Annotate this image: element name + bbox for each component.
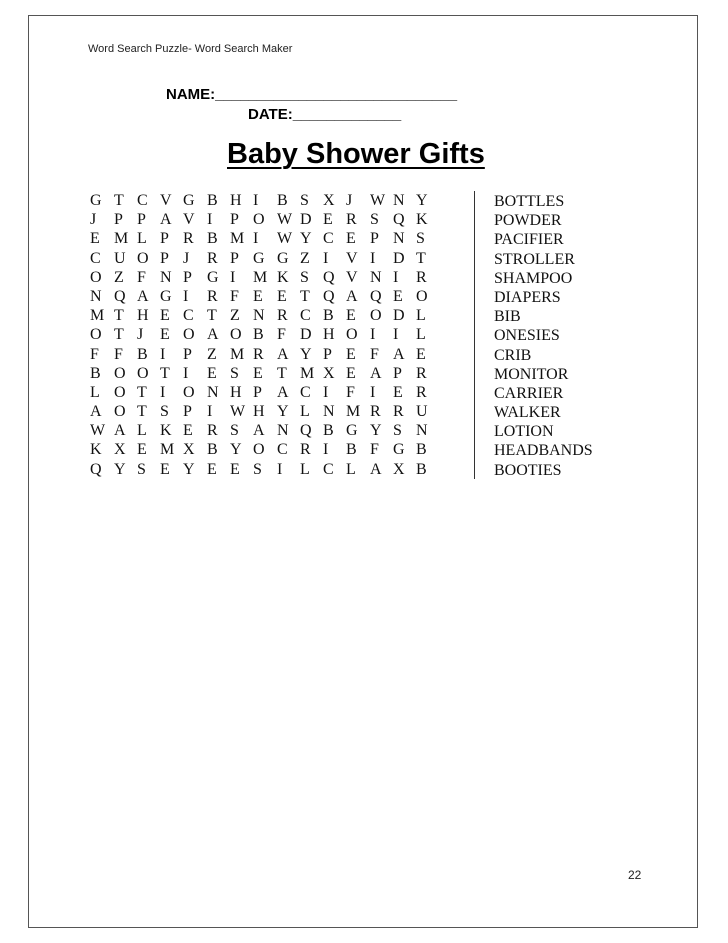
word-list-item: MONITOR <box>494 365 569 383</box>
grid-letter: T <box>137 383 147 401</box>
grid-letter: X <box>323 364 335 382</box>
grid-letter: D <box>300 211 312 229</box>
grid-letter: Z <box>207 345 217 363</box>
grid-letter: E <box>346 230 356 248</box>
grid-letter: P <box>230 211 239 229</box>
grid-letter: M <box>90 307 105 325</box>
grid-letter: J <box>90 211 97 229</box>
grid-letter: A <box>277 383 289 401</box>
grid-letter: E <box>160 307 170 325</box>
name-field-label: NAME:_____________________________ <box>166 86 458 103</box>
grid-letter: N <box>416 422 428 440</box>
grid-letter: I <box>393 326 399 344</box>
grid-letter: V <box>160 192 172 209</box>
grid-letter: U <box>416 403 428 421</box>
grid-letter: S <box>300 192 309 209</box>
page-header: Word Search Puzzle- Word Search Maker <box>88 43 293 55</box>
grid-letter: P <box>114 211 123 229</box>
grid-letter: T <box>137 403 147 421</box>
grid-letter: X <box>114 441 126 459</box>
grid-letter: S <box>370 211 379 229</box>
word-list-item: STROLLER <box>494 250 575 268</box>
grid-letter: X <box>393 460 405 478</box>
grid-letter: N <box>323 403 335 421</box>
grid-letter: H <box>230 192 242 209</box>
word-list-item: POWDER <box>494 212 562 230</box>
grid-letter: T <box>277 364 287 382</box>
grid-letter: E <box>393 383 403 401</box>
grid-letter: S <box>230 364 239 382</box>
grid-letter: N <box>90 287 102 305</box>
grid-letter: I <box>183 364 189 382</box>
grid-letter: E <box>346 364 356 382</box>
word-list-item: CRIB <box>494 346 532 364</box>
grid-letter: A <box>90 403 102 421</box>
grid-letter: L <box>416 326 426 344</box>
grid-letter: E <box>207 364 217 382</box>
grid-letter: R <box>416 383 427 401</box>
grid-letter: R <box>183 230 194 248</box>
word-list-item: LOTION <box>494 423 554 441</box>
grid-letter: B <box>207 230 218 248</box>
grid-letter: R <box>207 422 218 440</box>
grid-letter: I <box>183 287 189 305</box>
grid-letter: M <box>230 345 245 363</box>
grid-letter: I <box>370 249 376 267</box>
grid-letter: B <box>207 441 218 459</box>
grid-letter: D <box>393 307 405 325</box>
grid-letter: E <box>207 460 217 478</box>
grid-letter: O <box>253 441 265 459</box>
grid-letter: C <box>277 441 288 459</box>
grid-letter: Q <box>323 268 335 286</box>
grid-letter: Z <box>230 307 240 325</box>
grid-letter: X <box>323 192 335 209</box>
grid-letter: P <box>183 403 192 421</box>
grid-letter: O <box>370 307 382 325</box>
grid-letter: P <box>160 249 169 267</box>
grid-letter: M <box>114 230 129 248</box>
grid-letter: Q <box>90 460 102 478</box>
grid-letter: Y <box>416 192 428 209</box>
grid-letter: I <box>160 383 166 401</box>
word-list-item: ONESIES <box>494 327 560 345</box>
grid-letter: I <box>370 326 376 344</box>
grid-letter: E <box>160 326 170 344</box>
grid-letter: S <box>160 403 169 421</box>
grid-letter: F <box>90 345 99 363</box>
grid-letter: S <box>137 460 146 478</box>
grid-letter: C <box>90 249 101 267</box>
grid-letter: L <box>300 403 310 421</box>
grid-letter: L <box>300 460 310 478</box>
grid-letter: A <box>137 287 149 305</box>
grid-letter: E <box>160 460 170 478</box>
grid-letter: F <box>114 345 123 363</box>
grid-letter: Q <box>370 287 382 305</box>
grid-letter: L <box>346 460 356 478</box>
grid-letter: T <box>160 364 170 382</box>
grid-letter: E <box>253 364 263 382</box>
grid-letter: E <box>393 287 403 305</box>
grid-letter: K <box>416 211 428 229</box>
grid-letter: W <box>230 403 246 421</box>
grid-letter: H <box>253 403 265 421</box>
grid-letter: I <box>323 249 329 267</box>
grid-letter: S <box>253 460 262 478</box>
grid-letter: O <box>183 383 195 401</box>
grid-letter: H <box>137 307 149 325</box>
grid-letter: N <box>277 422 289 440</box>
grid-letter: O <box>183 326 195 344</box>
grid-letter: V <box>346 249 358 267</box>
word-list-item: DIAPERS <box>494 288 561 306</box>
grid-letter: I <box>323 441 329 459</box>
grid-letter: V <box>346 268 358 286</box>
grid-letter: Y <box>183 460 195 478</box>
grid-letter: R <box>346 211 357 229</box>
grid-letter: B <box>277 192 288 209</box>
grid-letter: J <box>346 192 353 209</box>
grid-letter: O <box>137 364 149 382</box>
grid-letter: Y <box>300 345 312 363</box>
grid-letter: A <box>277 345 289 363</box>
word-list-item: BIB <box>494 308 521 326</box>
grid-letter: I <box>160 345 166 363</box>
word-list-item: BOOTIES <box>494 461 562 479</box>
grid-letter: F <box>370 441 379 459</box>
grid-letter: P <box>183 345 192 363</box>
grid-letter: R <box>370 403 381 421</box>
grid-letter: R <box>416 364 427 382</box>
grid-letter: K <box>160 422 172 440</box>
word-list-item: BOTTLES <box>494 193 565 210</box>
grid-letter: B <box>137 345 148 363</box>
grid-letter: E <box>230 460 240 478</box>
grid-letter: M <box>230 230 245 248</box>
grid-letter: B <box>416 460 427 478</box>
grid-letter: O <box>114 364 126 382</box>
grid-letter: P <box>253 383 262 401</box>
grid-letter: X <box>183 441 195 459</box>
grid-letter: M <box>346 403 361 421</box>
grid-letter: P <box>370 230 379 248</box>
grid-letter: G <box>393 441 405 459</box>
grid-letter: Q <box>323 287 335 305</box>
grid-letter: T <box>416 249 426 267</box>
grid-letter: T <box>114 307 124 325</box>
word-list-item: HEADBANDS <box>494 442 593 460</box>
grid-letter: N <box>393 230 405 248</box>
grid-letter: F <box>370 345 379 363</box>
grid-letter: F <box>346 383 355 401</box>
grid-letter: N <box>207 383 219 401</box>
grid-letter: Y <box>277 403 289 421</box>
grid-letter: K <box>277 268 289 286</box>
grid-letter: L <box>90 383 100 401</box>
grid-letter: R <box>300 441 311 459</box>
word-list <box>494 192 593 480</box>
grid-letter: W <box>277 230 293 248</box>
grid-letter: F <box>137 268 146 286</box>
grid-letter: W <box>277 211 293 229</box>
grid-letter: R <box>393 403 404 421</box>
word-list-item: PACIFIER <box>494 231 564 249</box>
grid-letter: A <box>207 326 219 344</box>
grid-letter: I <box>253 192 259 209</box>
grid-letter: E <box>346 345 356 363</box>
grid-letter: I <box>207 403 213 421</box>
grid-letter: B <box>323 422 334 440</box>
grid-letter: F <box>230 287 239 305</box>
grid-letter: C <box>323 230 334 248</box>
grid-letter: B <box>346 441 357 459</box>
grid-letter: Z <box>114 268 124 286</box>
grid-letter: H <box>230 383 242 401</box>
grid-letter: E <box>253 287 263 305</box>
grid-letter: O <box>230 326 242 344</box>
grid-letter: M <box>300 364 315 382</box>
grid-letter: S <box>393 422 402 440</box>
grid-letter: P <box>230 249 239 267</box>
grid-letter: M <box>253 268 268 286</box>
grid-letter: Y <box>300 230 312 248</box>
grid-letter: E <box>137 441 147 459</box>
grid-letter: I <box>393 268 399 286</box>
grid-letter: O <box>137 249 149 267</box>
grid-letter: T <box>300 287 310 305</box>
grid-letter: G <box>160 287 172 305</box>
grid-letter: A <box>370 364 382 382</box>
grid-letter: H <box>323 326 335 344</box>
grid-letter: P <box>393 364 402 382</box>
grid-letter: G <box>90 192 102 209</box>
word-list-item: WALKER <box>494 404 561 422</box>
grid-letter: B <box>253 326 264 344</box>
grid-letter: P <box>183 268 192 286</box>
grid-letter: I <box>230 268 236 286</box>
grid-letter: P <box>137 211 146 229</box>
grid-letter: L <box>137 230 147 248</box>
grid-letter: E <box>346 307 356 325</box>
grid-letter: E <box>90 230 100 248</box>
date-field-label: DATE:_____________ <box>248 106 402 123</box>
grid-letter: D <box>300 326 312 344</box>
grid-letter: E <box>277 287 287 305</box>
grid-letter: G <box>277 249 289 267</box>
grid-letter: R <box>207 249 218 267</box>
grid-letter: A <box>370 460 382 478</box>
grid-letter: N <box>370 268 382 286</box>
grid-letter: P <box>160 230 169 248</box>
grid-letter: R <box>207 287 218 305</box>
grid-letter: Q <box>393 211 405 229</box>
grid-letter: B <box>416 441 427 459</box>
grid-letter: O <box>114 403 126 421</box>
grid-letter: E <box>183 422 193 440</box>
grid-letter: Y <box>370 422 382 440</box>
grid-letter: N <box>160 268 172 286</box>
grid-letter: E <box>416 345 426 363</box>
grid-letter: F <box>277 326 286 344</box>
grid-letter: I <box>277 460 283 478</box>
grid-letter: A <box>253 422 265 440</box>
page-number: 22 <box>628 868 642 882</box>
grid-letter: C <box>137 192 148 209</box>
grid-letter: K <box>90 441 102 459</box>
grid-letter: C <box>300 383 311 401</box>
grid-letter: Y <box>230 441 242 459</box>
grid-letter: B <box>207 192 218 209</box>
grid-letter: I <box>323 383 329 401</box>
grid-letter: J <box>183 249 190 267</box>
grid-letter: N <box>393 192 405 209</box>
grid-letter: L <box>137 422 147 440</box>
grid-letter: S <box>416 230 425 248</box>
grid-letter: C <box>300 307 311 325</box>
grid-letter: A <box>346 287 358 305</box>
grid-letter: D <box>393 249 405 267</box>
grid-letter: W <box>90 422 106 440</box>
grid-letter: O <box>346 326 358 344</box>
grid-letter: G <box>207 268 219 286</box>
grid-letter: U <box>114 249 126 267</box>
grid-letter: A <box>160 211 172 229</box>
column-divider <box>474 191 475 479</box>
grid-letter: N <box>253 307 265 325</box>
grid-letter: T <box>207 307 217 325</box>
grid-letter: L <box>416 307 426 325</box>
grid-letter: B <box>323 307 334 325</box>
grid-letter: S <box>300 268 309 286</box>
grid-letter: V <box>183 211 195 229</box>
grid-letter: R <box>416 268 427 286</box>
grid-letter: O <box>90 326 102 344</box>
grid-letter: Z <box>300 249 310 267</box>
grid-letter: W <box>370 192 386 209</box>
grid-letter: S <box>230 422 239 440</box>
grid-letter: T <box>114 192 124 209</box>
grid-letter: B <box>90 364 101 382</box>
grid-letter: G <box>346 422 358 440</box>
grid-letter: M <box>160 441 175 459</box>
grid-letter: J <box>137 326 144 344</box>
grid-letter: A <box>393 345 405 363</box>
grid-letter: P <box>323 345 332 363</box>
grid-letter: I <box>253 230 259 248</box>
grid-letter: Y <box>114 460 126 478</box>
grid-letter: C <box>323 460 334 478</box>
grid-letter: O <box>253 211 265 229</box>
grid-letter: E <box>323 211 333 229</box>
grid-letter: O <box>90 268 102 286</box>
grid-letter: T <box>114 326 124 344</box>
grid-letter: I <box>207 211 213 229</box>
grid-letter: A <box>114 422 126 440</box>
grid-letter: Q <box>300 422 312 440</box>
grid-letter: I <box>370 383 376 401</box>
grid-letter: O <box>114 383 126 401</box>
word-list-item: CARRIER <box>494 384 564 402</box>
grid-letter: Q <box>114 287 126 305</box>
grid-letter: C <box>183 307 194 325</box>
word-list-item: SHAMPOO <box>494 269 573 287</box>
puzzle-title: Baby Shower Gifts <box>227 138 485 170</box>
grid-letter: O <box>416 287 428 305</box>
grid-letter: R <box>253 345 264 363</box>
grid-letter: R <box>277 307 288 325</box>
grid-letter: G <box>183 192 195 209</box>
grid-letter: G <box>253 249 265 267</box>
